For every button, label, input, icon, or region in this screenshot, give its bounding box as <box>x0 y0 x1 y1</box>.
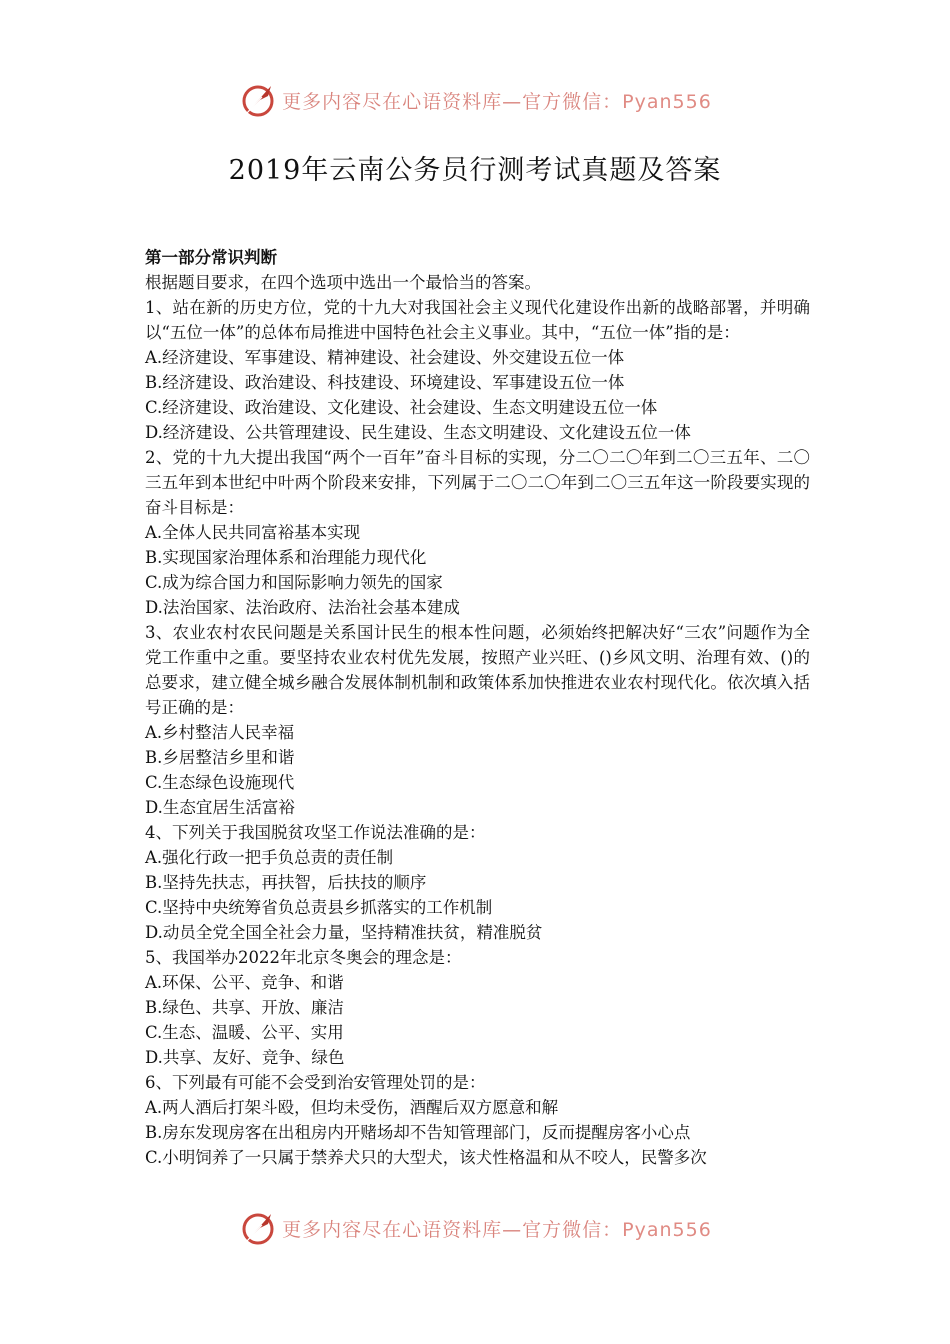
question-stem: 6、下列最有可能不会受到治安管理处罚的是： <box>145 1073 486 1092</box>
option-a: A.强化行政一把手负总责的责任制 <box>145 848 394 867</box>
question-1 <box>145 295 810 445</box>
wechat-handle: Pyan556 <box>622 1218 712 1241</box>
option-c: C.经济建设、政治建设、文化建设、社会建设、生态文明建设五位一体 <box>145 398 658 417</box>
option-a: A.两人酒后打架斗殴，但均未受伤，酒醒后双方愿意和解 <box>145 1098 559 1117</box>
option-d: D.经济建设、公共管理建设、民生建设、生态文明建设、文化建设五位一体 <box>145 423 691 442</box>
question-3 <box>145 620 810 820</box>
option-a: A.经济建设、军事建设、精神建设、社会建设、外交建设五位一体 <box>145 348 625 367</box>
option-a: A.环保、公平、竞争、和谐 <box>145 973 344 992</box>
option-c: C.成为综合国力和国际影响力领先的国家 <box>145 573 443 592</box>
option-b: B.房东发现房客在出租房内开赌场却不告知管理部门，反而提醒房客小心点 <box>145 1123 691 1142</box>
option-a: A.全体人民共同富裕基本实现 <box>145 523 361 542</box>
question-4 <box>145 820 810 945</box>
section-instruction: 根据题目要求，在四个选项中选出一个最恰当的答案。 <box>145 273 541 292</box>
document-body <box>145 245 810 1170</box>
header-banner-text <box>282 87 712 114</box>
option-d: D.共享、友好、竞争、绿色 <box>145 1048 345 1067</box>
option-d: D.法治国家、法治政府、法治社会基本建成 <box>145 598 460 617</box>
question-stem: 5、我国举办2022年北京冬奥会的理念是： <box>145 948 462 967</box>
question-6 <box>145 1070 810 1170</box>
option-b: B.坚持先扶志，再扶智，后扶技的顺序 <box>145 873 427 892</box>
option-c: C.生态、温暖、公平、实用 <box>145 1023 344 1042</box>
question-stem: 4、下列关于我国脱贫攻坚工作说法准确的是： <box>145 823 486 842</box>
wechat-handle: Pyan556 <box>622 90 712 113</box>
question-5 <box>145 945 810 1070</box>
question-2 <box>145 445 810 620</box>
section-heading: 第一部分常识判断 <box>145 248 277 267</box>
option-b: B.绿色、共享、开放、廉洁 <box>145 998 344 1017</box>
footer-banner <box>0 1206 950 1250</box>
quill-logo-icon <box>238 80 278 120</box>
banner-caption: 更多内容尽在心语资料库—官方微信： <box>282 90 623 113</box>
option-b: B.实现国家治理体系和治理能力现代化 <box>145 548 427 567</box>
banner-caption: 更多内容尽在心语资料库—官方微信： <box>282 1218 623 1241</box>
question-stem: 2、党的十九大提出我国“两个一百年”奋斗目标的实现，分二〇二〇年到二〇三五年、二〇三五年到本世纪中叶两个阶段来安排，下列属于二〇二〇年到二〇三五年这一阶段要实现的奋斗目标是： <box>145 448 810 517</box>
option-c: C.小明饲养了一只属于禁养犬只的大型犬，该犬性格温和从不咬人，民警多次 <box>145 1148 707 1167</box>
question-stem: 3、农业农村农民问题是关系国计民生的根本性问题，必须始终把解决好“三农”问题作为全党工作重中之重。要坚持农业农村优先发展，按照产业兴旺、()乡风文明、治理有效、()的总要求，建立健全城乡融合发展体制机制和政策体系加快推进农业农村现代化。依次填入括号正确的是： <box>145 623 810 717</box>
option-c: C.坚持中央统筹省负总责县乡抓落实的工作机制 <box>145 898 493 917</box>
document-title: 2019年云南公务员行测考试真题及答案 <box>228 155 722 186</box>
option-c: C.生态绿色设施现代 <box>145 773 295 792</box>
option-b: B.乡居整洁乡里和谐 <box>145 748 295 767</box>
question-stem: 1、站在新的历史方位，党的十九大对我国社会主义现代化建设作出新的战略部署，并明确以“五位一体”的总体布局推进中国特色社会主义事业。其中，“五位一体”指的是： <box>145 298 810 342</box>
option-b: B.经济建设、政治建设、科技建设、环境建设、军事建设五位一体 <box>145 373 625 392</box>
header-banner <box>0 78 950 122</box>
quill-logo-icon <box>238 1208 278 1248</box>
option-d: D.生态宜居生活富裕 <box>145 798 295 817</box>
option-a: A.乡村整洁人民幸福 <box>145 723 295 742</box>
option-d: D.动员全党全国全社会力量，坚持精准扶贫，精准脱贫 <box>145 923 543 942</box>
footer-banner-text <box>282 1215 712 1242</box>
